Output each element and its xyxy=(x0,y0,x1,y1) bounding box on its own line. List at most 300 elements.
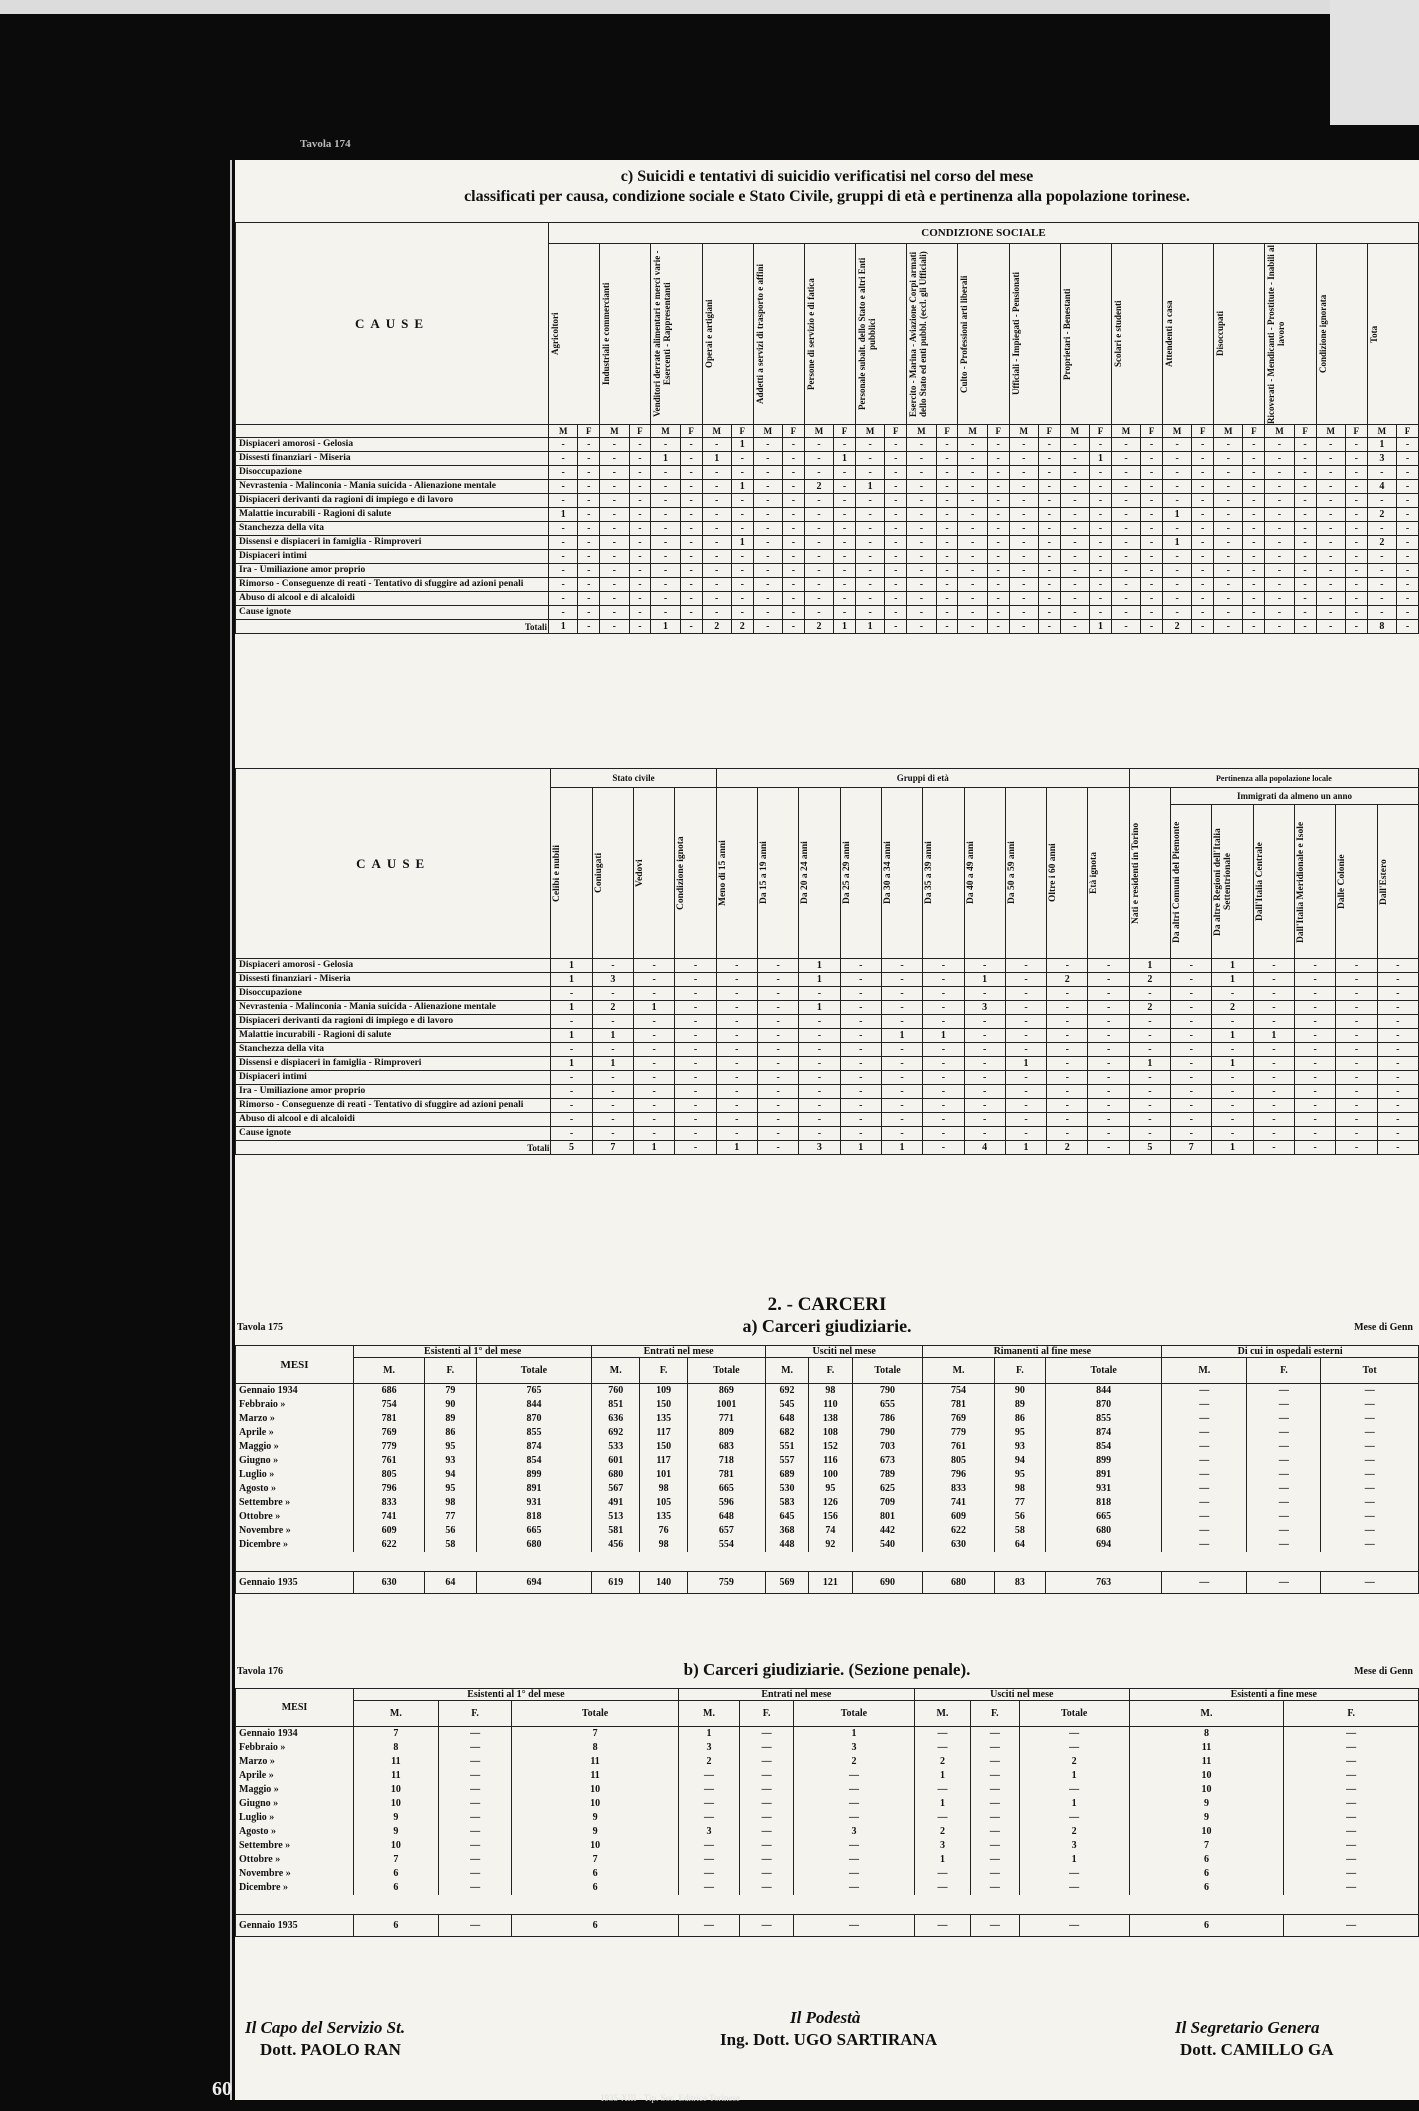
data-cell: - xyxy=(923,1043,964,1057)
data-cell: 3 xyxy=(1019,1839,1129,1853)
data-cell: - xyxy=(1367,522,1396,536)
data-cell: - xyxy=(1005,1001,1046,1015)
data-cell: - xyxy=(1397,452,1419,466)
data-cell: 117 xyxy=(640,1426,688,1440)
condizione-column-header xyxy=(1316,244,1367,425)
data-cell: - xyxy=(675,973,716,987)
total-cell: 5 xyxy=(1129,1141,1170,1155)
suicidi-condizione-sociale-table xyxy=(235,222,1419,634)
data-cell: - xyxy=(1377,1057,1418,1071)
data-cell: - xyxy=(1162,592,1191,606)
immigrati-column-header xyxy=(1295,805,1336,959)
total-cell: 2 xyxy=(731,620,753,634)
data-cell: - xyxy=(1397,438,1419,452)
data-cell: - xyxy=(578,438,600,452)
data-cell: - xyxy=(1294,578,1316,592)
total-cell: 1 xyxy=(1212,1141,1253,1155)
data-cell: — xyxy=(970,1797,1019,1811)
cause-label: Dissensi e dispiaceri in famiglia - Rimproveri xyxy=(236,1057,551,1071)
column-subheader: F. xyxy=(740,1701,794,1727)
data-cell: - xyxy=(600,466,629,480)
data-cell: — xyxy=(970,1783,1019,1797)
eta-column-header xyxy=(799,788,840,959)
month-label: Luglio » xyxy=(236,1811,354,1825)
data-cell: - xyxy=(855,494,884,508)
month-label: Giugno » xyxy=(236,1454,354,1468)
total-cell: - xyxy=(1060,620,1089,634)
data-cell: 648 xyxy=(765,1412,808,1426)
data-cell: - xyxy=(936,606,958,620)
data-cell: 7 xyxy=(354,1727,439,1741)
data-cell: 2 xyxy=(1047,973,1088,987)
data-cell: - xyxy=(783,536,805,550)
data-cell: 2 xyxy=(1212,1001,1253,1015)
data-cell: 1 xyxy=(1162,508,1191,522)
data-cell: - xyxy=(629,550,651,564)
data-cell: - xyxy=(1038,452,1060,466)
data-cell: 11 xyxy=(512,1769,678,1783)
eta-column-label: Da 35 a 39 anni xyxy=(924,841,935,905)
data-cell: 93 xyxy=(425,1454,476,1468)
data-cell: 77 xyxy=(994,1496,1045,1510)
stato-civile-column-label: Condizione ignota xyxy=(676,836,687,910)
data-cell: 786 xyxy=(852,1412,923,1426)
data-cell: 1 xyxy=(1212,973,1253,987)
data-cell: - xyxy=(881,1071,922,1085)
total-cell: - xyxy=(753,620,782,634)
data-cell: - xyxy=(1377,973,1418,987)
month-label: Maggio » xyxy=(236,1440,354,1454)
condizione-column-label: Ricoverati - Mendicanti - Prostitute - Inabili al lavoro xyxy=(1266,244,1287,424)
cause-label: Dispiaceri derivanti da ragioni di impiego e di lavoro xyxy=(236,494,549,508)
total-cell: - xyxy=(1088,1141,1129,1155)
total-cell: - xyxy=(1294,620,1316,634)
total-cell: 4 xyxy=(964,1141,1005,1155)
data-cell: - xyxy=(1005,1127,1046,1141)
cause-row xyxy=(236,1057,1419,1071)
condizione-column-header xyxy=(958,244,1009,425)
data-cell: - xyxy=(1295,959,1336,973)
data-cell: - xyxy=(1047,1015,1088,1029)
data-cell: 741 xyxy=(923,1496,994,1510)
data-cell: - xyxy=(629,480,651,494)
immigrati-column-header xyxy=(1212,805,1253,959)
data-cell: — xyxy=(1162,1510,1247,1524)
data-cell: - xyxy=(1397,578,1419,592)
condizione-column-label: Attendenti a casa xyxy=(1163,300,1174,368)
cause-row xyxy=(236,466,1419,480)
data-cell: 771 xyxy=(687,1412,765,1426)
data-cell: - xyxy=(731,606,753,620)
data-cell: - xyxy=(1047,1029,1088,1043)
data-cell: — xyxy=(1321,1496,1419,1510)
data-cell: - xyxy=(716,1071,757,1085)
data-cell: - xyxy=(885,452,907,466)
data-cell: - xyxy=(1295,1127,1336,1141)
month-label: Febbraio » xyxy=(236,1398,354,1412)
data-cell: — xyxy=(678,1881,740,1895)
data-cell: - xyxy=(885,536,907,550)
data-cell: - xyxy=(1088,987,1129,1001)
data-cell: 645 xyxy=(765,1510,808,1524)
data-cell: - xyxy=(600,592,629,606)
data-cell: - xyxy=(936,508,958,522)
data-cell: 1 xyxy=(731,438,753,452)
data-cell: 855 xyxy=(476,1426,592,1440)
data-cell: — xyxy=(1162,1482,1247,1496)
data-cell: - xyxy=(1090,522,1112,536)
data-cell: - xyxy=(1345,564,1367,578)
cause-row xyxy=(236,536,1419,550)
data-cell: — xyxy=(438,1839,512,1853)
data-cell: — xyxy=(1247,1496,1321,1510)
data-cell: 622 xyxy=(923,1524,994,1538)
data-cell: 83 xyxy=(994,1572,1045,1594)
data-cell: - xyxy=(1047,1099,1088,1113)
signature-segretario-title: Il Segretario Genera xyxy=(1175,2018,1320,2037)
data-cell: - xyxy=(651,606,680,620)
data-cell: - xyxy=(1243,494,1265,508)
data-cell: - xyxy=(1243,466,1265,480)
data-cell: - xyxy=(1294,452,1316,466)
data-cell: — xyxy=(1162,1426,1247,1440)
data-cell: 8 xyxy=(1129,1727,1284,1741)
data-cell: 741 xyxy=(354,1510,425,1524)
data-cell: 680 xyxy=(476,1538,592,1552)
data-cell: - xyxy=(987,438,1009,452)
data-cell: - xyxy=(1214,494,1243,508)
data-cell: - xyxy=(1038,592,1060,606)
data-cell: - xyxy=(964,1085,1005,1099)
data-cell: - xyxy=(1243,522,1265,536)
data-cell: - xyxy=(753,438,782,452)
data-cell: 105 xyxy=(640,1496,688,1510)
stato-civile-column-header xyxy=(634,788,675,959)
data-cell: - xyxy=(1253,1113,1294,1127)
data-cell: — xyxy=(1019,1741,1129,1755)
data-cell: 95 xyxy=(809,1482,852,1496)
data-cell: - xyxy=(757,1099,798,1113)
column-subheader: M. xyxy=(914,1701,970,1727)
data-cell: - xyxy=(936,494,958,508)
mf-row xyxy=(236,425,1419,438)
data-cell: - xyxy=(1265,466,1294,480)
total-cell: - xyxy=(1038,620,1060,634)
month-row xyxy=(236,1510,1419,1524)
data-cell: — xyxy=(1247,1412,1321,1426)
month-row xyxy=(236,1496,1419,1510)
data-cell: 809 xyxy=(687,1426,765,1440)
data-cell: — xyxy=(1284,1741,1419,1755)
data-cell: - xyxy=(1345,592,1367,606)
data-cell: - xyxy=(1162,480,1191,494)
data-cell: — xyxy=(438,1797,512,1811)
data-cell: - xyxy=(1397,508,1419,522)
cause-row xyxy=(236,1127,1419,1141)
immigrati-column-label: Dall'Italia Centrale xyxy=(1254,842,1265,921)
data-cell: - xyxy=(855,522,884,536)
data-cell: 854 xyxy=(476,1454,592,1468)
data-cell: 6 xyxy=(354,1867,439,1881)
data-cell: - xyxy=(1047,1071,1088,1085)
column-subheader: Totale xyxy=(476,1358,592,1384)
data-cell: — xyxy=(1019,1915,1129,1937)
data-cell: - xyxy=(881,1015,922,1029)
total-cell: - xyxy=(1009,620,1038,634)
data-cell: — xyxy=(740,1755,794,1769)
data-cell: 6 xyxy=(354,1915,439,1937)
data-cell: 781 xyxy=(354,1412,425,1426)
sex-header: F xyxy=(578,425,600,438)
sex-header: F xyxy=(1192,425,1214,438)
sex-header: F xyxy=(1243,425,1265,438)
data-cell: - xyxy=(753,564,782,578)
signature-podesta-name: Ing. Dott. UGO SARTIRANA xyxy=(720,2030,938,2049)
data-cell: - xyxy=(783,452,805,466)
data-cell: - xyxy=(1005,1071,1046,1085)
data-cell: - xyxy=(936,592,958,606)
gruppi-eta-header: Gruppi di età xyxy=(716,769,1129,788)
immigrati-column-header xyxy=(1377,805,1418,959)
cause-label: Abuso di alcool e di alcaloidi xyxy=(236,1113,551,1127)
data-cell: - xyxy=(731,452,753,466)
data-cell: 763 xyxy=(1046,1572,1162,1594)
month-label: Ottobre » xyxy=(236,1853,354,1867)
sex-header: M xyxy=(1265,425,1294,438)
total-cell: - xyxy=(675,1141,716,1155)
data-cell: - xyxy=(551,1113,592,1127)
data-cell: - xyxy=(1192,508,1214,522)
data-cell: 98 xyxy=(809,1384,852,1398)
data-cell: 10 xyxy=(512,1797,678,1811)
data-cell: - xyxy=(675,1099,716,1113)
condizione-column-header xyxy=(804,244,855,425)
data-cell: 11 xyxy=(1129,1755,1284,1769)
data-cell: - xyxy=(783,578,805,592)
data-cell: - xyxy=(680,606,702,620)
data-cell: - xyxy=(1162,522,1191,536)
data-cell: - xyxy=(907,536,936,550)
data-cell: - xyxy=(1377,1113,1418,1127)
data-cell: - xyxy=(1129,1113,1170,1127)
data-cell: - xyxy=(987,536,1009,550)
data-cell: - xyxy=(1397,606,1419,620)
total-cell: - xyxy=(923,1141,964,1155)
column-subheader: F. xyxy=(640,1358,688,1384)
data-cell: - xyxy=(1111,480,1140,494)
data-cell: — xyxy=(1162,1572,1247,1594)
data-cell: - xyxy=(651,508,680,522)
data-cell: - xyxy=(1243,606,1265,620)
data-cell: - xyxy=(702,550,731,564)
data-cell: - xyxy=(1060,522,1089,536)
data-cell: - xyxy=(923,1001,964,1015)
data-cell: 448 xyxy=(765,1538,808,1552)
data-cell: - xyxy=(1038,508,1060,522)
data-cell: — xyxy=(740,1783,794,1797)
column-subheader: M. xyxy=(354,1358,425,1384)
data-cell: 779 xyxy=(354,1440,425,1454)
data-cell: - xyxy=(1088,1057,1129,1071)
eta-column-header xyxy=(1005,788,1046,959)
data-cell: — xyxy=(1284,1839,1419,1853)
data-cell: 8 xyxy=(512,1741,678,1755)
data-cell: — xyxy=(678,1797,740,1811)
group-header: Entrati nel mese xyxy=(592,1346,765,1358)
column-subheader: Totale xyxy=(852,1358,923,1384)
data-cell: - xyxy=(680,508,702,522)
data-cell: — xyxy=(1284,1769,1419,1783)
data-cell: - xyxy=(753,466,782,480)
data-cell: - xyxy=(680,466,702,480)
data-cell: - xyxy=(578,578,600,592)
data-cell: 77 xyxy=(425,1510,476,1524)
data-cell: - xyxy=(804,494,833,508)
data-cell: - xyxy=(680,550,702,564)
data-cell: - xyxy=(1192,592,1214,606)
data-cell: - xyxy=(958,522,987,536)
month-row xyxy=(236,1853,1419,1867)
data-cell: - xyxy=(1294,480,1316,494)
sex-header: F xyxy=(1090,425,1112,438)
data-cell: - xyxy=(958,508,987,522)
data-cell: 456 xyxy=(592,1538,640,1552)
cause-label: Nevrastenia - Malinconia - Mania suicida - Alienazione mentale xyxy=(236,480,549,494)
data-cell: — xyxy=(1284,1755,1419,1769)
data-cell: - xyxy=(1295,1001,1336,1015)
data-cell: - xyxy=(1088,1001,1129,1015)
data-cell: 765 xyxy=(476,1384,592,1398)
eta-column-header xyxy=(964,788,1005,959)
month-label: Gennaio 1935 xyxy=(236,1572,354,1594)
data-cell: 10 xyxy=(354,1797,439,1811)
month-label: Gennaio 1934 xyxy=(236,1384,354,1398)
data-cell: - xyxy=(1009,550,1038,564)
data-cell: — xyxy=(438,1915,512,1937)
data-cell: - xyxy=(923,1099,964,1113)
data-cell: - xyxy=(1088,1085,1129,1099)
data-cell: 2 xyxy=(804,480,833,494)
data-cell: - xyxy=(551,1099,592,1113)
data-cell: - xyxy=(885,466,907,480)
data-cell: - xyxy=(702,606,731,620)
data-cell: - xyxy=(549,494,578,508)
data-cell: - xyxy=(834,508,856,522)
data-cell: — xyxy=(1247,1440,1321,1454)
data-cell: - xyxy=(1377,1071,1418,1085)
total-cell: - xyxy=(958,620,987,634)
data-cell: - xyxy=(600,550,629,564)
data-cell: — xyxy=(678,1853,740,1867)
data-cell: - xyxy=(1129,1071,1170,1085)
data-cell: — xyxy=(793,1769,914,1783)
data-cell: 3 xyxy=(678,1741,740,1755)
data-cell: - xyxy=(1253,987,1294,1001)
data-cell: - xyxy=(1090,564,1112,578)
column-subheader: Totale xyxy=(793,1701,914,1727)
cause-row xyxy=(236,522,1419,536)
month-row xyxy=(236,1741,1419,1755)
column-subheader: Totale xyxy=(1019,1701,1129,1727)
data-cell: - xyxy=(1397,564,1419,578)
month-row xyxy=(236,1538,1419,1552)
data-cell: 833 xyxy=(923,1482,994,1496)
data-cell: 869 xyxy=(687,1384,765,1398)
month-label: Ottobre » xyxy=(236,1510,354,1524)
cause-row xyxy=(236,1085,1419,1099)
immigrati-column-header xyxy=(1336,805,1377,959)
condizione-column-label: Culto - Professioni arti liberali xyxy=(959,275,970,393)
data-cell: - xyxy=(1192,452,1214,466)
data-cell: 100 xyxy=(809,1468,852,1482)
data-cell: 759 xyxy=(687,1572,765,1594)
data-cell: - xyxy=(1377,987,1418,1001)
data-cell: 1 xyxy=(1019,1853,1129,1867)
data-cell: 7 xyxy=(354,1853,439,1867)
stato-civile-column-label: Coniugati xyxy=(593,852,604,894)
column-subheader: M. xyxy=(1162,1358,1247,1384)
data-cell: - xyxy=(964,1043,1005,1057)
data-cell: 1 xyxy=(551,959,592,973)
eta-column-label: Età ignota xyxy=(1089,852,1100,894)
data-cell: - xyxy=(834,592,856,606)
data-cell: 818 xyxy=(1046,1496,1162,1510)
data-cell: - xyxy=(1111,466,1140,480)
data-cell: - xyxy=(716,987,757,1001)
column-subheader: M. xyxy=(592,1358,640,1384)
sex-header: F xyxy=(1345,425,1367,438)
data-cell: - xyxy=(702,564,731,578)
data-cell: - xyxy=(629,466,651,480)
data-cell: 844 xyxy=(476,1398,592,1412)
data-cell: - xyxy=(1129,1015,1170,1029)
data-cell: - xyxy=(987,592,1009,606)
column-subheader: M. xyxy=(765,1358,808,1384)
data-cell: — xyxy=(740,1811,794,1825)
data-cell: - xyxy=(964,1029,1005,1043)
data-cell: - xyxy=(1060,480,1089,494)
data-cell: - xyxy=(757,1085,798,1099)
data-cell: - xyxy=(1005,1029,1046,1043)
data-cell: - xyxy=(1009,606,1038,620)
penale-table-body xyxy=(236,1727,1419,1937)
data-cell: - xyxy=(1316,494,1345,508)
data-cell: 150 xyxy=(640,1398,688,1412)
data-cell: - xyxy=(549,466,578,480)
data-cell: 93 xyxy=(994,1440,1045,1454)
data-cell: - xyxy=(1294,592,1316,606)
data-cell: - xyxy=(1397,466,1419,480)
data-cell: - xyxy=(600,564,629,578)
data-cell: - xyxy=(1129,1029,1170,1043)
data-cell: - xyxy=(1192,536,1214,550)
immigrati-column-header xyxy=(1253,805,1294,959)
data-cell: — xyxy=(1162,1398,1247,1412)
data-cell: - xyxy=(1171,973,1212,987)
data-cell: - xyxy=(923,1071,964,1085)
data-cell: 3 xyxy=(678,1825,740,1839)
data-cell: 680 xyxy=(1046,1524,1162,1538)
data-cell: - xyxy=(1141,592,1163,606)
data-cell: - xyxy=(1111,438,1140,452)
data-cell: - xyxy=(855,592,884,606)
total-cell: 1 xyxy=(651,620,680,634)
data-cell: - xyxy=(1316,564,1345,578)
data-cell: - xyxy=(1294,522,1316,536)
data-cell: - xyxy=(1243,452,1265,466)
data-cell: - xyxy=(702,508,731,522)
data-cell: 2 xyxy=(1367,508,1396,522)
